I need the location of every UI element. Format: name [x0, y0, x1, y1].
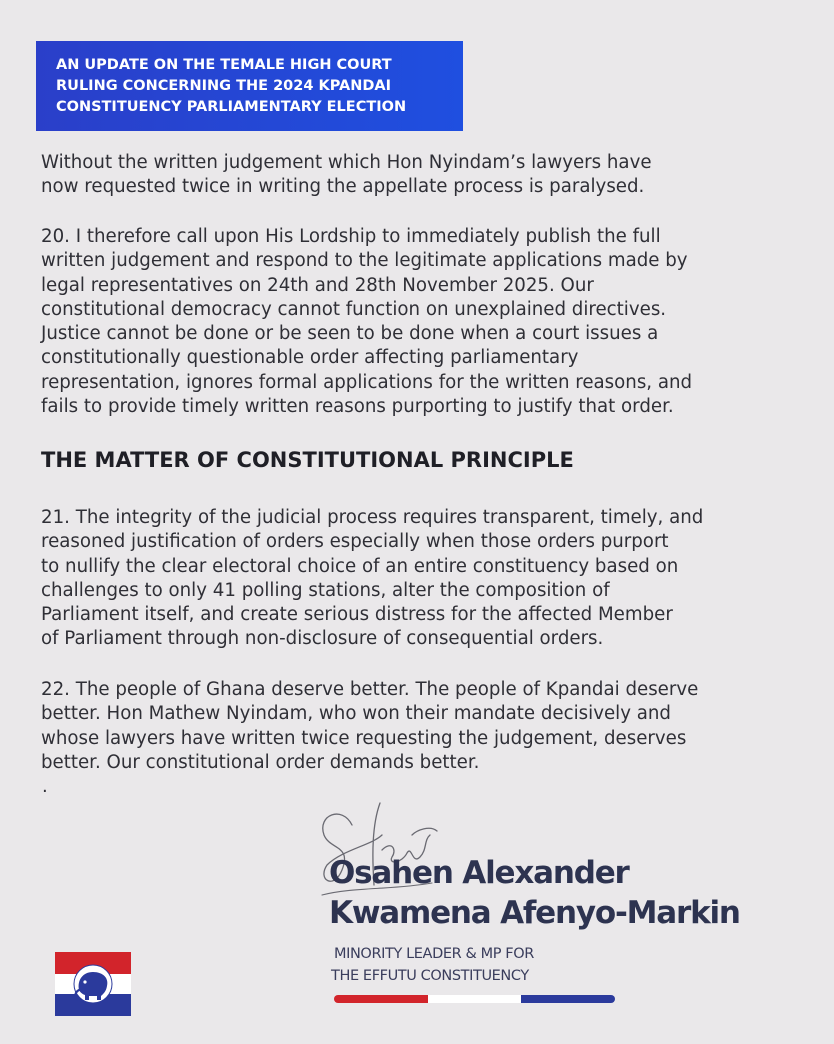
signatory-name-line-2: Kwamena Afenyo-Markin — [329, 895, 740, 931]
white-stripe — [428, 995, 522, 1003]
paragraph-line: written judgement and respond to the legitimate applications made by — [41, 250, 688, 272]
signatory-name-line-1: Osahen Alexander — [329, 855, 629, 891]
paragraph-line: 21. The integrity of the judicial process requires transparent, timely, and — [41, 507, 704, 528]
red-stripe — [334, 995, 428, 1003]
paragraph-line: 22. The people of Ghana deserve better. The people of Kpandai deserve — [41, 679, 699, 700]
paragraph-line: better. Hon Mathew Nyindam, who won their mandate decisively and — [41, 703, 671, 725]
paragraph-line: better. Our constitutional order demands better. — [41, 751, 480, 773]
paragraph-22 — [41, 678, 811, 775]
paragraph-20 — [41, 225, 811, 419]
paragraph-written-judgement — [41, 151, 811, 200]
paragraph-line: constitutional democracy cannot function on unexplained directives. — [41, 298, 667, 320]
paragraph-line: challenges to only 41 polling stations, alter the composition of — [41, 579, 610, 601]
paragraph-line: legal representatives on 24th and 28th November 2025. Our — [41, 274, 594, 296]
banner-line-1: AN UPDATE ON THE TEMALE HIGH COURT — [56, 57, 392, 73]
paragraph-line: Justice cannot be done or be seen to be done when a court issues a — [41, 323, 659, 345]
paragraph-line: reasoned justification of orders especially when those orders purport — [41, 531, 669, 553]
paragraph-line: 20. I therefore call upon His Lordship to immediately publish the full — [41, 226, 661, 247]
paragraph-line: constitutionally questionable order affecting parliamentary — [41, 347, 579, 369]
paragraph-line: to nullify the clear electoral choice of an entire constituency based on — [41, 555, 679, 577]
paragraph-line: fails to provide timely written reasons purporting to justify that order. — [41, 396, 674, 418]
banner-line-3: CONSTITUENCY PARLIAMENTARY ELECTION — [56, 99, 407, 115]
party-color-stripes — [334, 995, 615, 1003]
paragraph-line: of Parliament through non-disclosure of consequential orders. — [41, 628, 604, 650]
paragraph-line: representation, ignores formal applications for the written reasons, and — [41, 371, 693, 393]
elephant-party-logo-icon — [55, 952, 131, 1016]
headline-banner — [36, 41, 463, 131]
blue-stripe — [521, 995, 615, 1003]
paragraph-line: now requested twice in writing the appellate process is paralysed. — [41, 176, 645, 198]
paragraph-line: Parliament itself, and create serious distress for the affected Member — [41, 604, 673, 626]
signatory-title-line-2: THE EFFUTU CONSTITUENCY — [331, 968, 529, 984]
signatory-title-line-1: MINORITY LEADER & MP FOR — [334, 946, 534, 962]
banner-line-2: RULING CONCERNING THE 2024 KPANDAI — [56, 78, 392, 94]
section-heading: THE MATTER OF CONSTITUTIONAL PRINCIPLE — [41, 448, 574, 472]
paragraph-21 — [41, 506, 811, 652]
paragraph-line: Without the written judgement which Hon Nyindam’s lawyers have — [41, 152, 652, 173]
paragraph-line: whose lawyers have written twice requesting the judgement, deserves — [41, 727, 687, 749]
trailing-dot: . — [42, 776, 48, 797]
